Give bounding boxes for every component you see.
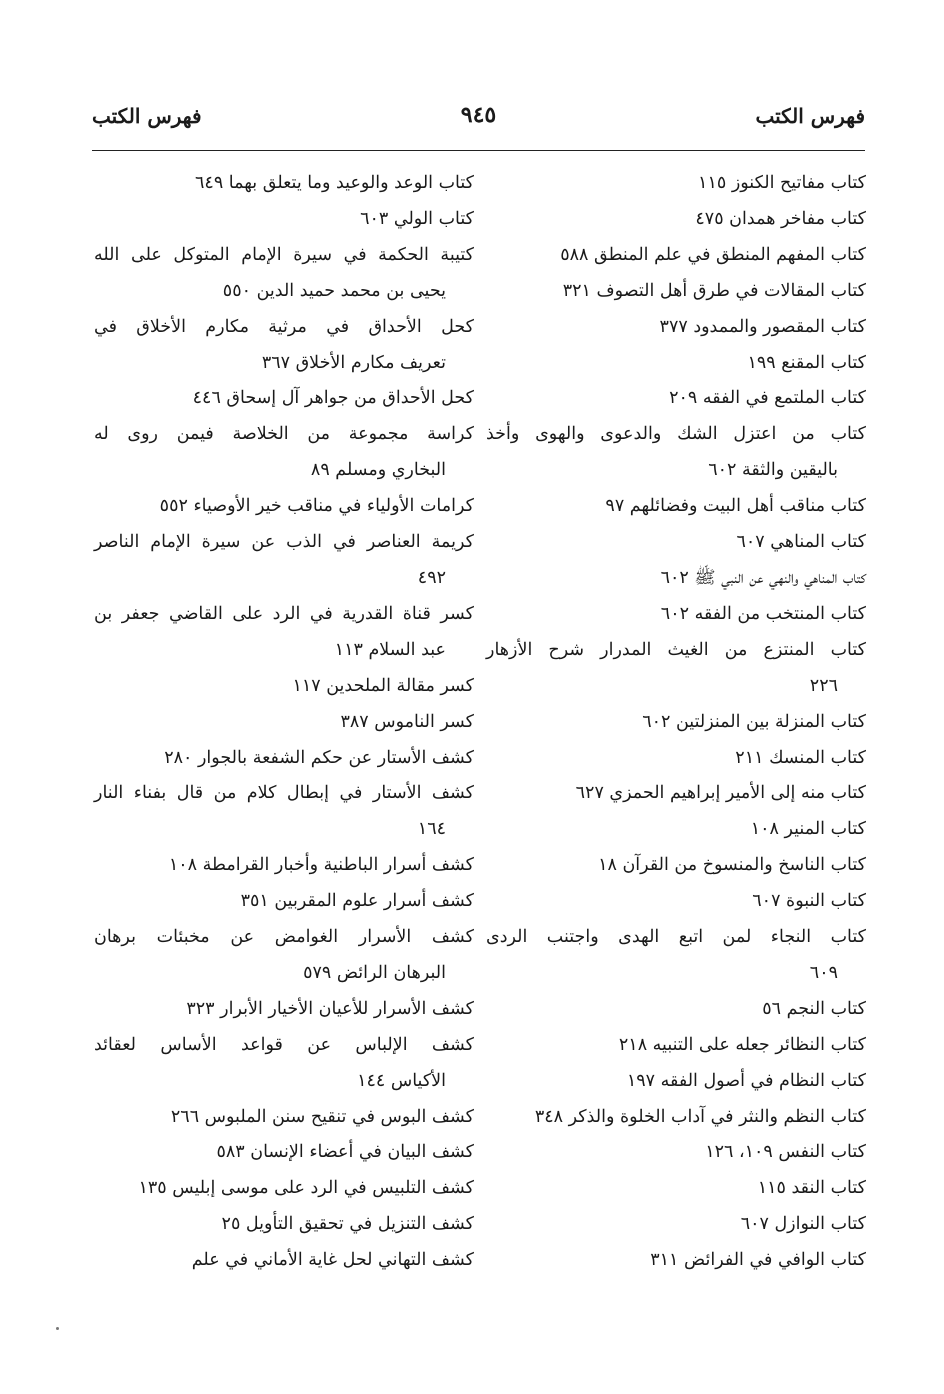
index-entry-text: كتاب من اعتزل الشك والدعوى والهوى وأخذ xyxy=(486,424,866,445)
index-entry xyxy=(94,705,474,741)
index-entry xyxy=(94,381,474,417)
index-entry-text: كتاب النظام في أصول الفقه ١٩٧ xyxy=(626,1070,866,1091)
index-entry-text: كتاب المنتزع من الغيث المدرار شرح الأزهار xyxy=(486,639,866,660)
index-entry-text: كتاب المقصور والممدود ٣٧٧ xyxy=(659,316,866,337)
index-entry-text: كتاب الوافي في الفرائض ٣١١ xyxy=(650,1250,866,1271)
index-entry xyxy=(486,166,866,202)
index-entry xyxy=(486,310,866,346)
index-entry xyxy=(486,741,866,777)
index-entry-text: كسر قناة القدرية في الرد على القاضي جعفر بن xyxy=(94,603,474,624)
index-entry-text: كتاب النجم ٥٦ xyxy=(762,998,866,1019)
index-entry xyxy=(486,1100,866,1136)
index-entry xyxy=(486,705,866,741)
index-entry-text: كتاب النظائر جعله على التنبيه ٢١٨ xyxy=(618,1034,866,1055)
index-entry xyxy=(486,202,866,238)
index-entry xyxy=(486,597,866,633)
index-entry xyxy=(94,1135,474,1171)
index-entry xyxy=(94,310,474,382)
index-entry-text: كشف أسرار علوم المقربين ٣٥١ xyxy=(240,891,474,912)
index-entry xyxy=(94,1100,474,1136)
index-entry xyxy=(94,1207,474,1243)
index-entry-text: كتاب المنسك ٢١١ xyxy=(735,747,866,768)
index-entry-text: كريمة العناصر في الذب عن سيرة الإمام الناصر xyxy=(94,532,474,553)
index-entry-text: كتاب المنزلة بين المنزلتين ٦٠٢ xyxy=(642,711,866,732)
index-entry xyxy=(94,884,474,920)
index-entry xyxy=(486,1135,866,1171)
running-title-right: فهرس الكتب xyxy=(755,104,865,128)
index-entry-text: كتاب الملتمع في الفقه ٢٠٩ xyxy=(669,388,866,409)
index-entry-text: كشف البوس في تنقيح سنن الملبوس ٢٦٦ xyxy=(170,1106,474,1127)
index-entry-text: كرامات الأولياء في مناقب خير الأوصياء ٥٥٢ xyxy=(159,496,474,517)
page-header xyxy=(92,102,865,142)
index-entry-continuation: البخاري ومسلم ٨٩ xyxy=(310,460,446,481)
index-entry-text: كتيبة الحكمة في سيرة الإمام المتوكل على الله xyxy=(94,244,474,265)
index-entry-text: كتاب مفاخر همدان ٤٧٥ xyxy=(695,208,866,229)
index-entry xyxy=(94,920,474,992)
index-entry-text: كتاب منه إلى الأمير إبراهيم الحمزي ٦٢٧ xyxy=(575,783,866,804)
index-entry xyxy=(486,992,866,1028)
index-entry xyxy=(486,561,866,597)
index-entry xyxy=(486,776,866,812)
index-entry-text: كتاب النقد ١١٥ xyxy=(757,1178,866,1199)
index-entry-text: كشف الإلباس عن قواعد الأساس لعقائد xyxy=(94,1034,474,1055)
index-entry-text: كشف التنزيل في تحقيق التأويل ٢٥ xyxy=(221,1214,474,1235)
index-entry xyxy=(486,1243,866,1279)
index-entry-text: كحل الأحداق من جواهر آل إسحاق ٤٤٦ xyxy=(192,388,474,409)
index-entry xyxy=(94,1028,474,1100)
index-entry xyxy=(94,489,474,525)
index-entry-text: كتاب المقالات في طرق أهل التصوف ٣٢١ xyxy=(562,280,866,301)
index-entry xyxy=(486,1064,866,1100)
index-entry-text: كتاب النفس ١٠٩، ١٢٦ xyxy=(705,1142,866,1163)
index-entry-text: كتاب المنتخب من الفقه ٦٠٢ xyxy=(660,603,866,624)
index-entry-continuation: يحيى بن محمد حميد الدين ٥٥٠ xyxy=(222,280,446,301)
index-entry xyxy=(94,1243,474,1279)
index-entry xyxy=(486,848,866,884)
index-entry-continuation: البرهان الرائض ٥٧٩ xyxy=(303,962,446,983)
index-entry-text: كحل الأحداق في مرثية مكارم الأخلاق في xyxy=(94,316,474,337)
index-entry-text: كتاب المفهم المنطق في علم المنطق ٥٨٨ xyxy=(560,244,866,265)
index-entry xyxy=(94,848,474,884)
index-entry xyxy=(486,346,866,382)
right-column xyxy=(486,166,866,1279)
index-entry-text: كسر الناموس ٣٨٧ xyxy=(340,711,474,732)
index-entry xyxy=(94,597,474,669)
index-entry-text: كتاب مناقب أهل البيت وفضائلهم ٩٧ xyxy=(605,496,866,517)
header-rule xyxy=(92,150,865,151)
index-entry xyxy=(94,202,474,238)
index-entry xyxy=(486,417,866,489)
index-entry xyxy=(486,381,866,417)
index-entry xyxy=(486,238,866,274)
index-entry-continuation: ٤٩٢ xyxy=(417,567,446,588)
left-column xyxy=(94,166,474,1279)
index-entry-text: كتاب النبوة ٦٠٧ xyxy=(752,891,866,912)
index-entry-text: كتاب مفاتيح الكنوز ١١٥ xyxy=(698,173,866,193)
index-entry-continuation: باليقين والثقة ٦٠٢ xyxy=(708,460,838,481)
index-entry-continuation: ١٦٤ xyxy=(417,819,446,840)
margin-speck xyxy=(56,1327,59,1330)
index-entry xyxy=(486,1171,866,1207)
index-entry-text: كتاب النظم والنثر في آداب الخلوة والذكر ٣٤٨ xyxy=(534,1106,866,1127)
index-entry xyxy=(486,489,866,525)
index-entry xyxy=(486,812,866,848)
index-entry xyxy=(94,992,474,1028)
index-entry xyxy=(486,525,866,561)
index-entry-text: كشف الأستار في إبطال كلام من قال بفناء النار xyxy=(94,783,474,804)
index-entry-text: كتاب النوازل ٦٠٧ xyxy=(740,1214,866,1235)
index-entry-continuation: ٢٢٦ xyxy=(809,675,838,696)
index-entry-text: كشف الأسرار للأعيان الأخيار الأبرار ٣٢٣ xyxy=(186,998,474,1019)
index-entry xyxy=(486,1207,866,1243)
index-entry xyxy=(94,669,474,705)
index-entry xyxy=(486,1028,866,1064)
index-entry-text: كتاب الولي ٦٠٣ xyxy=(360,208,474,229)
index-entry xyxy=(94,741,474,777)
index-entry-text: كتاب المناهي ٦٠٧ xyxy=(736,532,866,553)
index-entry-text: كشف التلبيس في الرد على موسى إبليس ١٣٥ xyxy=(138,1178,474,1199)
index-entry-text: كشف الأسرار الغوامض عن مخبئات برهان xyxy=(94,927,474,948)
index-entry xyxy=(94,1171,474,1207)
index-entry-text: كتاب الناسخ والمنسوخ من القرآن ١٨ xyxy=(598,855,866,876)
index-entry xyxy=(486,884,866,920)
index-entry-text: كشف الأستار عن حكم الشفعة بالجوار ٢٨٠ xyxy=(164,747,474,768)
index-entry-continuation: ٦٠٩ xyxy=(809,962,838,983)
running-title-left: فهرس الكتب xyxy=(92,104,202,128)
index-entry-text: كتاب الوعد والوعيد وما يتعلق بهما ٦٤٩ xyxy=(195,173,474,193)
page-number: ٩٤٥ xyxy=(460,102,497,128)
index-entry-text: كتاب المناهي والنهي عن النبي ﷺ ٦٠٢ xyxy=(660,567,866,588)
index-entry xyxy=(486,633,866,705)
index-entry-text: كشف التهاني لحل غاية الأماني في علم xyxy=(191,1250,474,1271)
index-entry-text: كتاب النجاء لمن اتبع الهدى واجتنب الردى xyxy=(486,927,866,948)
index-entry xyxy=(94,166,474,202)
index-entry xyxy=(94,776,474,848)
index-entry-continuation: تعريف مكارم الأخلاق ٣٦٧ xyxy=(261,352,446,373)
index-entry-text: كتاب المقنع ١٩٩ xyxy=(747,352,866,373)
index-entry xyxy=(94,525,474,597)
index-entry xyxy=(94,417,474,489)
index-entry xyxy=(486,274,866,310)
index-entry-text: كراسة مجموعة من الخلاصة فيمن روى له xyxy=(94,424,474,445)
index-entry-text: كشف البيان في أعضاء الإنسان ٥٨٣ xyxy=(216,1142,474,1163)
index-entry xyxy=(486,920,866,992)
index-entry-text: كشف أسرار الباطنية وأخبار القرامطة ١٠٨ xyxy=(168,855,474,876)
index-entry-text: كتاب المنير ١٠٨ xyxy=(750,819,866,840)
index-entry-continuation: عبد السلام ١١٣ xyxy=(334,639,446,660)
index-entry-continuation: الأكياس ١٤٤ xyxy=(357,1070,446,1091)
index-entry xyxy=(94,238,474,310)
index-entry-text: كسر مقالة الملحدين ١١٧ xyxy=(292,675,474,696)
